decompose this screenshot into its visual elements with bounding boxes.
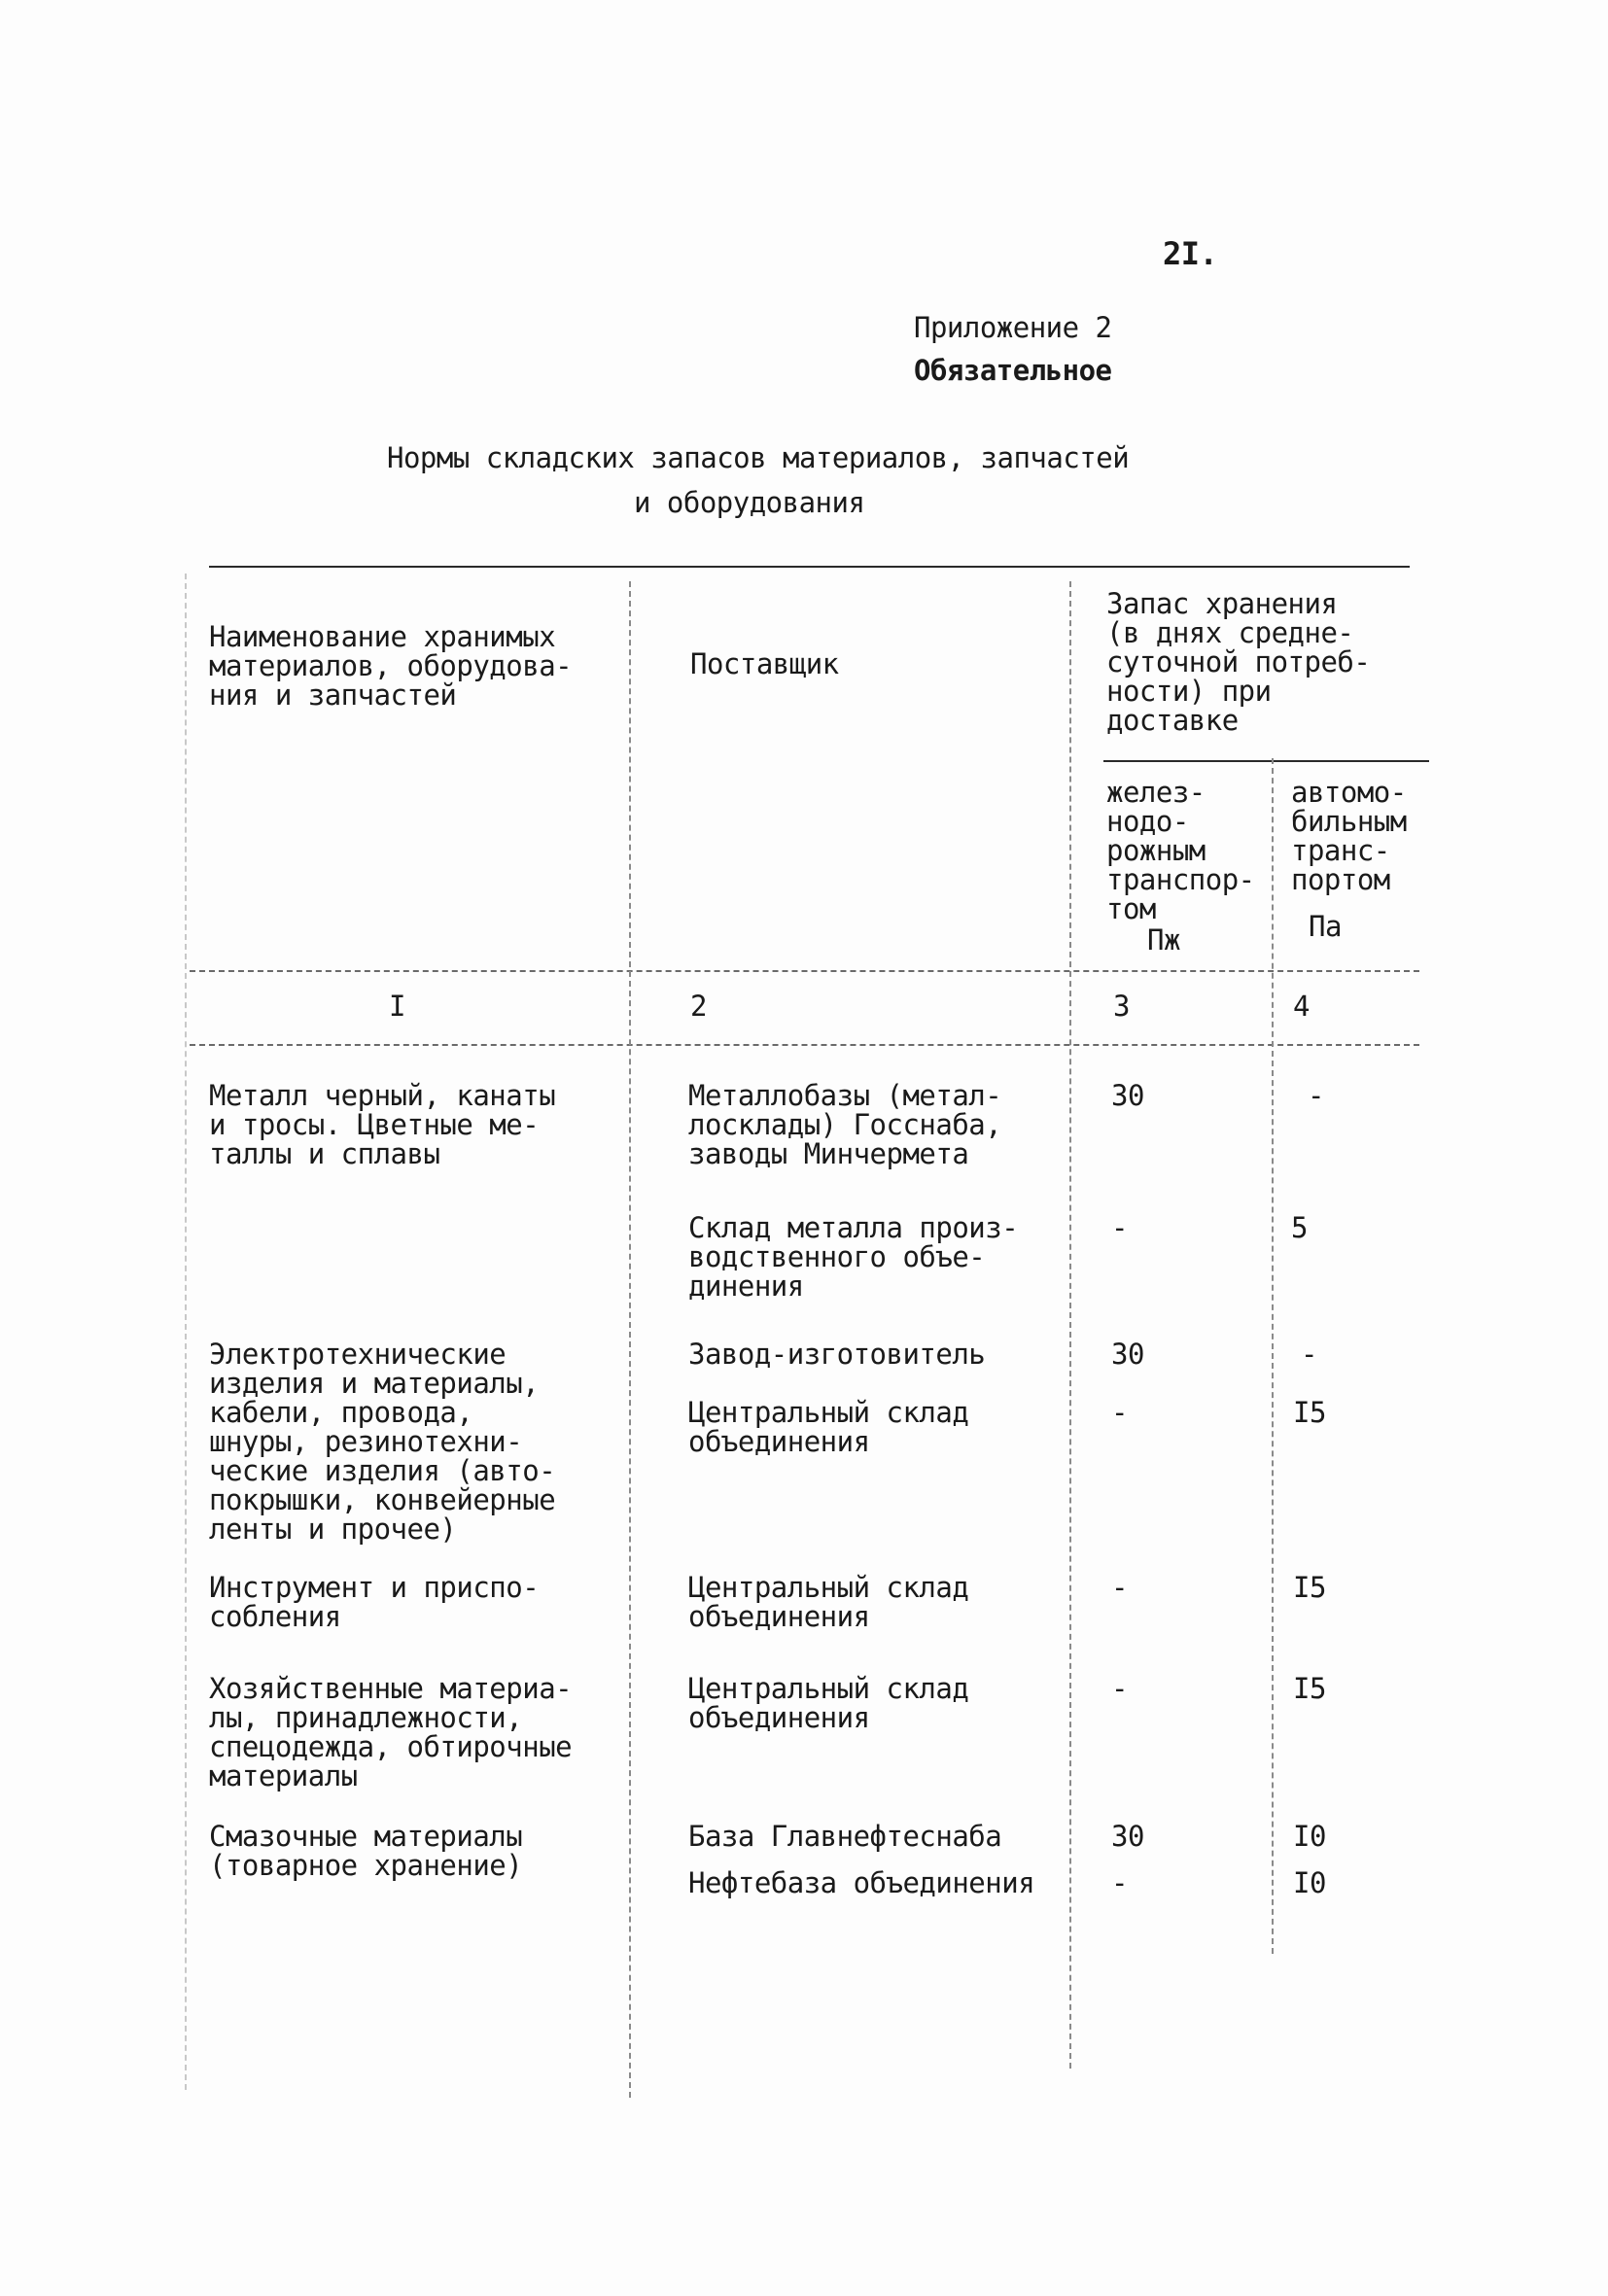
subheader-rule	[1103, 760, 1429, 762]
table-cell-material: Хозяйственные материа- лы, принадлежности, спецодежда, обтирочные материалы	[209, 1672, 573, 1792]
appendix-status: Обязательное	[914, 354, 1112, 387]
header-rail-symbol: Пж	[1147, 923, 1180, 957]
table-cell-supplier: Завод-изготовитель	[688, 1338, 986, 1371]
table-cell-auto: 5	[1291, 1211, 1308, 1244]
appendix-label: Приложение 2	[914, 311, 1112, 344]
header-auto: автомо- бильным транс- портом	[1291, 776, 1407, 896]
table-cell-material: Инструмент и приспо- собления	[209, 1571, 540, 1633]
table-cell-rail: -	[1111, 1211, 1128, 1244]
table-cell-rail: 30	[1111, 1820, 1144, 1853]
page-number: 2I.	[1163, 235, 1218, 272]
table-cell-supplier: Центральный склад объединения	[688, 1396, 969, 1458]
column-number-4: 4	[1293, 990, 1310, 1023]
table-cell-auto: I0	[1293, 1866, 1326, 1899]
table-cell-rail: -	[1111, 1396, 1128, 1429]
table-cell-auto: -	[1301, 1338, 1317, 1371]
column-number-3: 3	[1113, 990, 1130, 1023]
column-number-1: I	[389, 990, 405, 1023]
table-cell-supplier: База Главнефтеснаба	[688, 1820, 1002, 1853]
table-cell-auto: I5	[1293, 1396, 1326, 1429]
column-divider-1	[629, 581, 631, 2098]
table-left-edge	[185, 574, 187, 2090]
table-cell-supplier: Центральный склад объединения	[688, 1672, 969, 1734]
table-cell-supplier: Нефтебаза объединения	[688, 1866, 1035, 1899]
table-top-rule	[209, 566, 1410, 568]
table-cell-auto: I5	[1293, 1672, 1326, 1705]
table-cell-supplier: Центральный склад объединения	[688, 1571, 969, 1633]
table-cell-rail: 30	[1111, 1338, 1144, 1371]
header-storage-stock: Запас хранения (в днях средне- суточной потреб- ности) при доставке	[1106, 587, 1371, 737]
table-cell-rail: 30	[1111, 1079, 1144, 1112]
table-cell-supplier: Склад металла произ- водственного объе- динения	[688, 1211, 1019, 1303]
header-rail: желез- нодо- рожным транспор- том	[1106, 776, 1255, 925]
table-cell-supplier: Металлобазы (метал- лосклады) Госснаба, заводы Минчермета	[688, 1079, 1002, 1170]
table-cell-material: Электротехнические изделия и материалы, кабели, провода, шнуры, резинотехни- ческие изделия (авто- покрышки, конвейерные ленты и прочее)	[209, 1338, 556, 1546]
document-title-line1: Нормы складских запасов материалов, запчастей	[387, 441, 1130, 474]
column-divider-2	[1069, 581, 1071, 2069]
document-title-line2: и оборудования	[634, 486, 865, 519]
header-supplier: Поставщик	[690, 647, 839, 680]
table-cell-material: Металл черный, канаты и тросы. Цветные ме- таллы и сплавы	[209, 1079, 556, 1170]
table-cell-rail: -	[1111, 1866, 1128, 1899]
column-numbers-rule	[190, 1044, 1419, 1046]
header-material: Наименование хранимых материалов, оборудова- ния и запчастей	[209, 620, 573, 712]
column-divider-3	[1272, 758, 1274, 1954]
table-cell-auto: -	[1308, 1079, 1324, 1112]
header-bottom-rule	[190, 970, 1419, 972]
table-cell-rail: -	[1111, 1571, 1128, 1604]
table-cell-material: Смазочные материалы (товарное хранение)	[209, 1820, 523, 1882]
table-cell-rail: -	[1111, 1672, 1128, 1705]
column-number-2: 2	[690, 990, 707, 1023]
header-auto-symbol: Па	[1309, 910, 1342, 943]
table-cell-auto: I0	[1293, 1820, 1326, 1853]
table-cell-auto: I5	[1293, 1571, 1326, 1604]
